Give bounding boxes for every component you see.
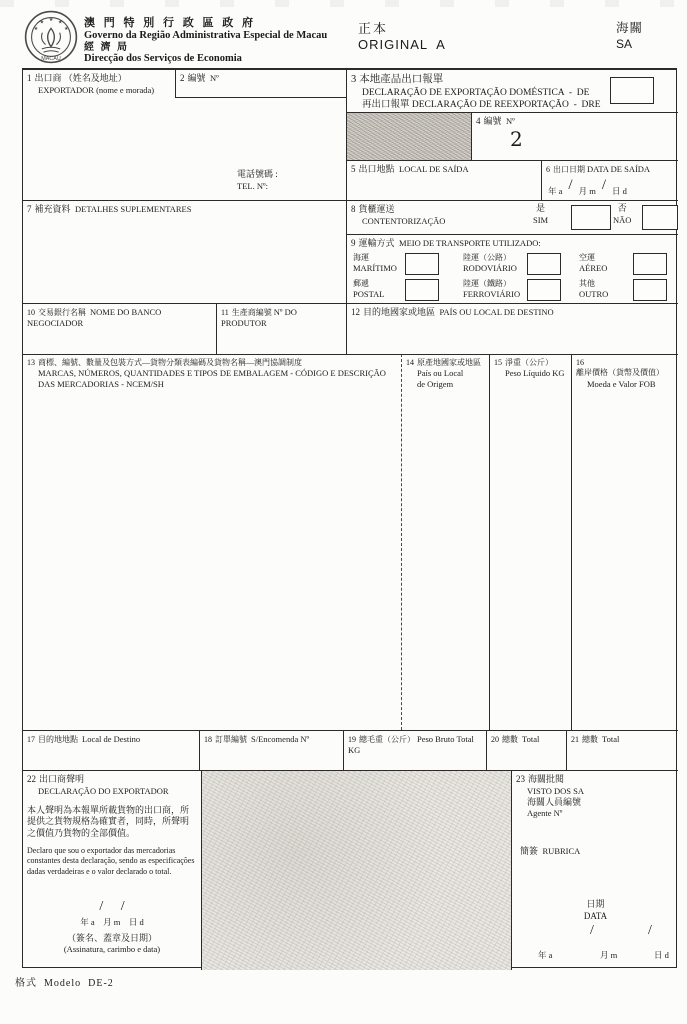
field-2-label: 2 編號 Nº [180,73,219,83]
field-14-origin-column[interactable] [401,354,489,730]
field-9-transport-mode [346,234,678,303]
field-1-tel-label: 電話號碼 : TEL. Nº: [237,169,278,191]
svg-text:★: ★ [48,17,54,23]
declaration-form-grid [22,68,677,968]
transport-maritime-label: 海運 MARÍTIMO [353,253,397,274]
field-10-bank[interactable] [23,303,216,354]
svg-text:★: ★ [63,26,69,32]
field-21-total[interactable] [566,730,678,770]
checkbox-transport-air[interactable] [633,253,667,275]
field-6-label: 6 出口日期 DATA DE SAÍDA [546,164,651,174]
transport-rail-label: 陸運（鐵路） FERROVIÁRIO [463,279,521,300]
field-3-declaration-type [346,70,678,112]
field-8-label: 8 貨櫃運送 CONTENTORIZAÇÃO [351,204,446,226]
field-4-value: 2 [510,127,523,151]
checkbox-transport-postal[interactable] [405,279,439,301]
field-16-fob-value-column[interactable] [571,354,678,730]
svg-text:★: ★ [58,20,63,26]
checkbox-transport-other[interactable] [633,279,667,301]
field-3-label: 3 本地產品出口報單 DECLARAÇÃO DE EXPORTAÇÃO DOMÉSTICA - DE 再出口報單 DECLARAÇÃO DE REEXPORTAÇÃO - DRE [351,74,601,110]
customs-label-pt: SA [616,36,633,51]
svg-text:★: ★ [33,26,39,32]
field-14-label: 14 原產地國家或地區 País ou Local de Origem [406,358,481,390]
field-9-label: 9 運輸方式 MEIO DE TRANSPORTE UTILIZADO: [351,238,541,248]
field-23-date-label: 日期 DATA [583,899,608,921]
field-22-title: 22 出口商聲明 DECLARAÇÃO DO EXPORTADOR [27,774,169,796]
checkbox-transport-road[interactable] [527,253,561,275]
field-18-order-number[interactable] [199,730,343,770]
field-19-gross-weight[interactable] [343,730,486,770]
form-model-number: 格式 Modelo DE-2 [15,978,114,989]
transport-air-label: 空運 AÉREO [579,253,608,274]
field-22-statement-cn: 本人聲明為本報單所載貨物的出口商，所提供之貨物規格為確實者，同時，所聲明之價值乃貨物的全部價值。 [27,804,190,839]
issuing-authority [84,17,327,65]
macau-government-seal [24,10,78,64]
field-18-label: 18 訂單編號 S/Encomenda Nº [204,734,310,744]
copy-designation [358,21,446,52]
checkbox-declaration-type[interactable] [610,77,654,104]
field-11-producer[interactable] [216,303,346,354]
customs-copy-designation [616,21,643,52]
field-6-exit-date[interactable] [541,160,678,200]
checkbox-containerization-no[interactable] [642,205,678,230]
field-16-label: 16離岸價格（貨幣及價值） Moeda e Valor FOB [576,358,664,389]
transport-postal-label: 郵遞 POSTAL [353,279,385,300]
svg-text:MACAU: MACAU [41,56,61,63]
field-22-date-labels: 年 a 月 m 日 d [80,917,144,927]
stamp-area [201,770,511,970]
field-23-rubrica-label: 簡簽 RUBRICA [520,846,581,856]
field-22-statement-pt: Declaro que sou o exportador das mercadorias constantes desta declaração, sendo as especificações dadas verdadeiras e o valor declarado o total. [27,845,195,876]
field-22-exporter-declaration [23,770,201,970]
field-10-label: 10 交易銀行名稱 NOME DO BANCO NEGOCIADOR [27,307,162,329]
field-13-label: 13 商標、編號、數量及包裝方式—貨物分類表編碼及貨物名稱—澳門協調制度 MARCAS, NÚMEROS, QUANTIDADES E TIPOS DE EMBALAGEM - CÓDIGO E DESCRIÇÃO DAS MERCADORIAS - NCEM/SH [27,358,386,390]
department-name-pt: Direcção dos Serviços de Economia [84,53,242,65]
checkbox-containerization-yes[interactable] [571,205,611,230]
field-22-signature-label-cn: （簽名、蓋章及日期） [66,933,157,943]
svg-text:★: ★ [39,20,44,26]
original-label-cn: 正本 [358,21,389,36]
field-5-label: 5 出口地點 LOCAL DE SAÍDA [351,164,469,174]
shaded-area [346,112,471,160]
field-12-label: 12 目的地國家或地區 PAÍS OU LOCAL DE DESTINO [351,307,554,317]
field-8-no-label: 否 NÃO [613,203,632,225]
transport-other-label: 其他 OUTRO [579,279,609,300]
original-label-pt: ORIGINAL A [358,36,446,52]
field-13-goods-description[interactable] [23,354,401,730]
field-22-signature-label-pt: (Assinatura, carimbo e data) [63,944,161,954]
field-5-exit-point[interactable] [346,160,541,200]
customs-label-cn: 海關 [616,21,644,35]
checkbox-transport-maritime[interactable] [405,253,439,275]
field-15-label: 15 淨重（公斤） Peso Líquido KG [494,358,565,379]
government-name-cn: 澳 門 特 別 行 政 區 政 府 [84,17,256,29]
field-8-yes-label: 是 SIM [533,203,549,225]
field-1-label: 1 出口商 （姓名及地址） EXPORTADOR (nome e morada) [27,73,155,95]
field-20-label: 20 總數 Total [491,734,540,744]
field-17-label: 17 目的地地點 Local de Destino [27,734,141,744]
field-7-label: 7 補充資料 DETALHES SUPLEMENTARES [27,204,192,214]
field-20-total[interactable] [486,730,566,770]
field-8-containerization [346,200,678,234]
field-23-title: 23 海關批閱 VISTO DOS SA 海關人員編號 Agente Nº [516,774,584,819]
field-7-supplementary[interactable] [23,200,346,303]
department-name-cn: 經 濟 局 [84,41,129,53]
checkbox-transport-rail[interactable] [527,279,561,301]
field-12-destination-country[interactable] [346,303,678,354]
government-name-pt: Governo da Região Administrativa Especial de Macau [84,29,328,41]
field-6-date-line: 年 a / 月 m / 日 d [548,177,627,197]
field-23-customs-visa: 23 海關批閱 VISTO DOS SA 海關人員編號 Agente Nº 簡簽 RUBRICA 日期 DATA / / 年 a 月 m 日 d [511,770,678,970]
field-15-net-weight-column[interactable] [489,354,571,730]
transport-road-label: 陸運（公路） RODOVIÁRIO [463,253,517,274]
field-21-label: 21 總數 Total [571,734,620,744]
field-2-number-box[interactable] [175,70,346,98]
field-17-destination-place[interactable] [23,730,199,770]
scan-artifact [0,0,687,7]
field-11-label: 11 生產商編號 Nº DO PRODUTOR [221,307,297,329]
field-4-label: 4 編號 Nº [476,116,515,126]
field-19-label: 19 總毛重（公斤） Peso Bruto Total KG [348,734,474,756]
field-22-date-slashes: / / [99,899,125,914]
field-4-number[interactable] [471,112,678,160]
